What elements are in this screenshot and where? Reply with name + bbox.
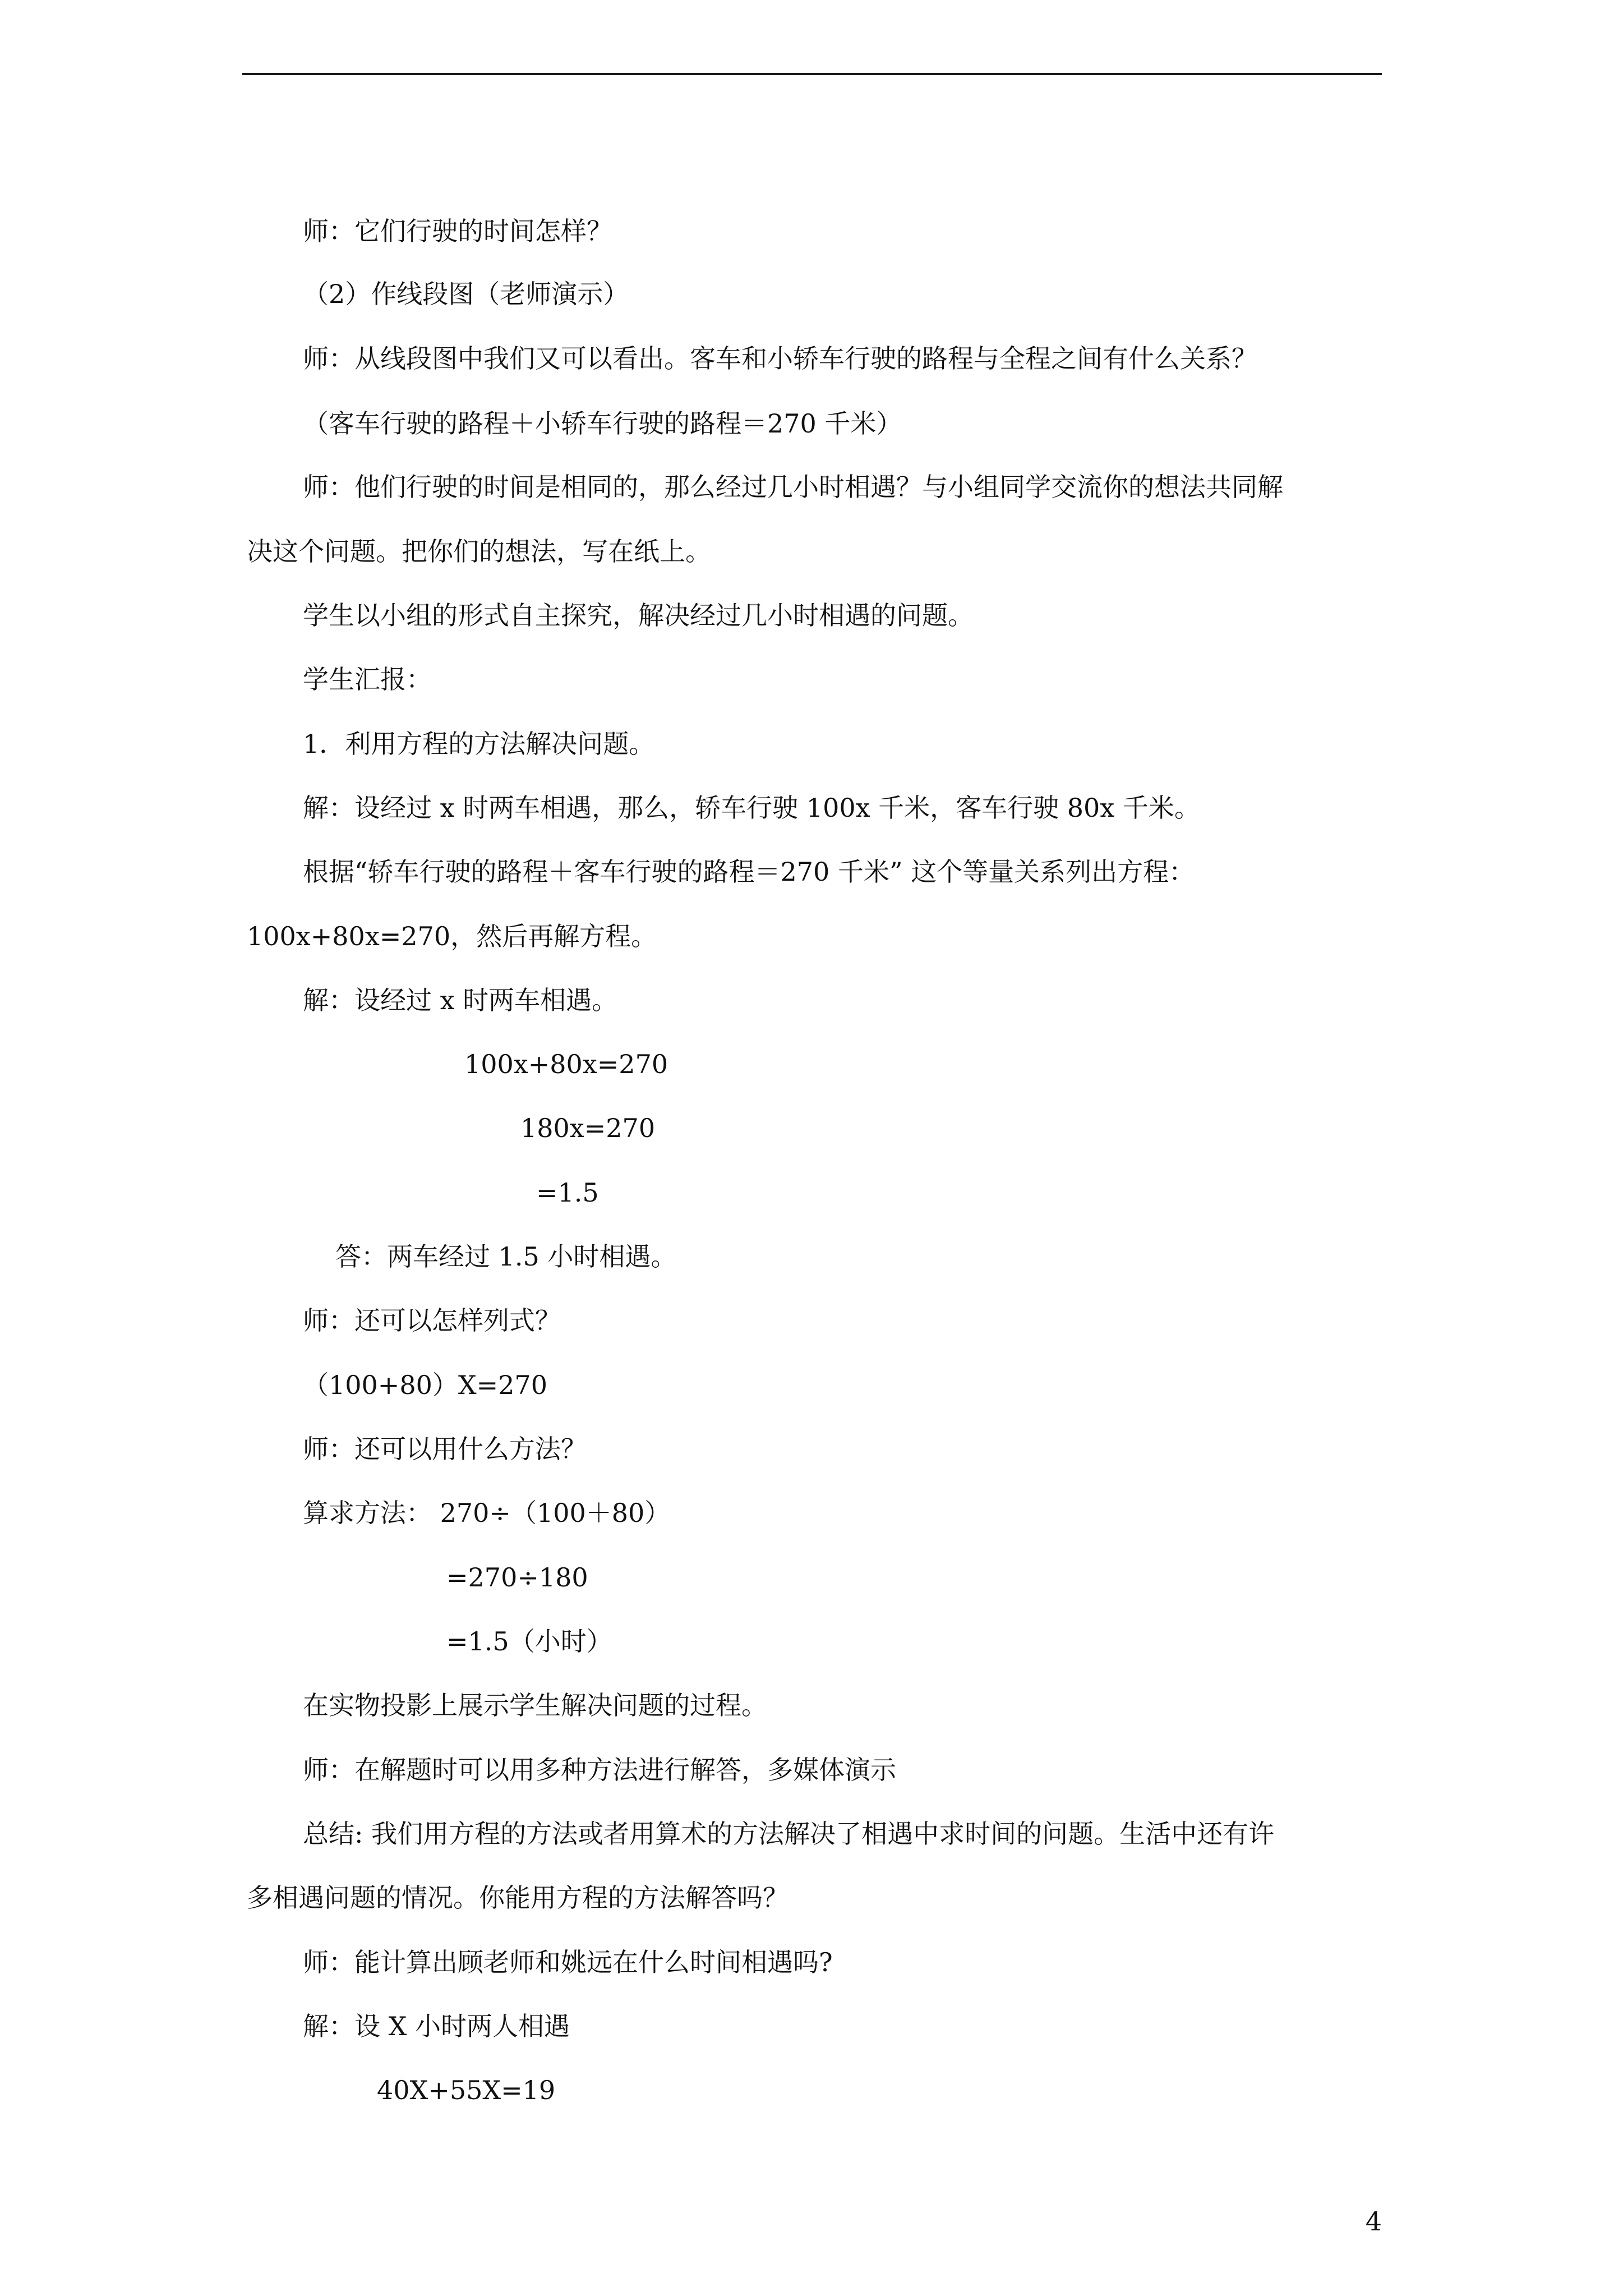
equation-line: 40X+55X=19 — [377, 2075, 556, 2105]
text-line: 师：能计算出顾老师和姚远在什么时间相遇吗? — [303, 1947, 833, 1977]
text-line: 师：还可以怎样列式？ — [303, 1305, 561, 1336]
text-line: 师：从线段图中我们又可以看出。客车和小轿车行驶的路程与全程之间有什么关系？ — [303, 343, 1257, 374]
text-line: 根据“轿车行驶的路程＋客车行驶的路程＝270 千米” 这个等量关系列出方程： — [303, 857, 1195, 887]
text-line: 决这个问题。把你们的想法，写在纸上。 — [247, 536, 711, 567]
text-line: 师：在解题时可以用多种方法进行解答，多媒体演示 — [303, 1755, 896, 1785]
text-line: 学生汇报： — [303, 664, 432, 694]
equation-line: （100+80）X=270 — [303, 1370, 547, 1400]
text-line: 师：他们行驶的时间是相同的，那么经过几小时相遇？与小组同学交流你的想法共同解 — [303, 472, 1283, 502]
text-line: 解：设 X 小时两人相遇 — [303, 2011, 570, 2041]
text-line: 多相遇问题的情况。你能用方程的方法解答吗？ — [247, 1883, 789, 1913]
text-line: 解：设经过 x 时两车相遇，那么，轿车行驶 100x 千米，客车行驶 80x 千米。 — [303, 793, 1200, 823]
text-line: 学生以小组的形式自主探究，解决经过几小时相遇的问题。 — [303, 600, 974, 631]
equation-line: =270÷180 — [446, 1562, 588, 1593]
text-line: 1．利用方程的方法解决问题。 — [303, 729, 655, 759]
text-line: 算求方法： 270÷（100＋80） — [303, 1498, 671, 1528]
equation-line: =1.5（小时） — [446, 1626, 612, 1657]
text-line: 师：它们行驶的时间怎样？ — [303, 216, 612, 246]
text-line: （2）作线段图（老师演示） — [303, 279, 629, 309]
text-line: （客车行驶的路程＋小轿车行驶的路程＝270 千米） — [303, 408, 902, 439]
equation-line: 180x=270 — [520, 1113, 656, 1143]
text-line: 师：还可以用什么方法？ — [303, 1434, 587, 1464]
text-line: 在实物投影上展示学生解决问题的过程。 — [303, 1690, 767, 1720]
text-line: 100x+80x=270，然后再解方程。 — [247, 921, 657, 951]
equation-line: =1.5 — [536, 1177, 599, 1208]
equation-line: 100x+80x=270 — [464, 1049, 668, 1079]
header-rule — [242, 73, 1382, 75]
text-line: 总结: 我们用方程的方法或者用算术的方法解决了相遇中求时间的问题。生活中还有许 — [303, 1819, 1275, 1849]
text-line: 解：设经过 x 时两车相遇。 — [303, 985, 618, 1015]
text-line: 答：两车经过 1.5 小时相遇。 — [335, 1241, 677, 1272]
page-number: 4 — [1365, 2206, 1382, 2237]
